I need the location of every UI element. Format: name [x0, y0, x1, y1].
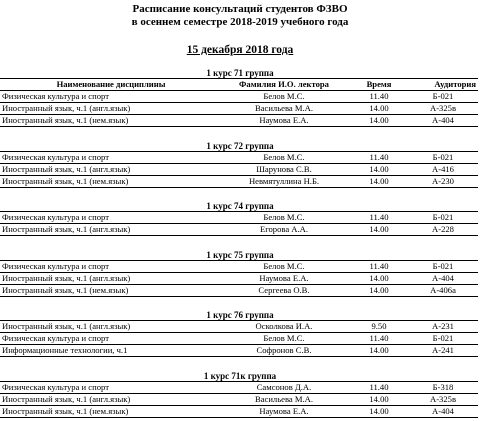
- table-row: [0, 176, 478, 188]
- lecturer-cell: Сергеева О.В.: [258, 285, 310, 295]
- room-cell: А-404: [432, 273, 454, 283]
- time-cell: 14.00: [369, 406, 389, 416]
- discipline-cell: Физическая культура и спорт: [2, 382, 109, 392]
- discipline-cell: Иностранный язык, ч.1 (англ.язык): [2, 103, 131, 113]
- room-cell: Б-021: [432, 212, 454, 222]
- room-cell: А-325в: [429, 394, 457, 404]
- discipline-cell: Иностранный язык, ч.1 (англ.язык): [2, 321, 131, 331]
- schedule-date: 15 декабря 2018 года: [186, 44, 294, 56]
- table-row: [0, 320, 478, 333]
- table-row: [0, 151, 478, 164]
- column-header-time: Время: [366, 79, 392, 89]
- table-row: [0, 91, 478, 103]
- discipline-cell: Иностранный язык, ч.1 (англ.язык): [2, 394, 131, 404]
- time-cell: 11.40: [369, 212, 389, 222]
- lecturer-cell: Наумова Е.А.: [259, 273, 309, 283]
- discipline-cell: Информационные технологии, ч.1: [2, 345, 128, 355]
- group-title: 1 курс 72 группа: [206, 141, 274, 151]
- room-cell: Б-318: [432, 382, 454, 392]
- room-cell: А-416: [432, 164, 454, 174]
- room-cell: А-241: [432, 345, 454, 355]
- table-row: [0, 224, 478, 236]
- group-title: 1 курс 74 группа: [206, 201, 274, 211]
- time-cell: 11.40: [369, 261, 389, 271]
- time-cell: 14.00: [369, 103, 389, 113]
- discipline-cell: Иностранный язык, ч.1 (англ.язык): [2, 164, 131, 174]
- lecturer-cell: Белов М.С.: [263, 333, 305, 343]
- table-header-row: [0, 78, 478, 91]
- lecturer-cell: Шарунова С.В.: [256, 164, 312, 174]
- table-row: [0, 273, 478, 285]
- column-header-room: Аудитория: [434, 79, 476, 89]
- lecturer-cell: Софронов С.В.: [256, 345, 312, 355]
- room-cell: А-231: [432, 321, 454, 331]
- table-row: [0, 406, 478, 418]
- lecturer-cell: Белов М.С.: [263, 212, 305, 222]
- time-cell: 14.00: [369, 115, 389, 125]
- lecturer-cell: Васильева М.А.: [254, 394, 314, 404]
- time-cell: 9.50: [371, 321, 387, 331]
- lecturer-cell: Осколкова И.А.: [255, 321, 313, 331]
- room-cell: А-325в: [429, 103, 457, 113]
- discipline-cell: Иностранный язык, ч.1 (нем.язык): [2, 176, 129, 186]
- time-cell: 14.00: [369, 285, 389, 295]
- table-row: [0, 285, 478, 297]
- room-cell: Б-021: [432, 261, 454, 271]
- lecturer-cell: Наумова Е.А.: [259, 406, 309, 416]
- room-cell: А-228: [432, 224, 454, 234]
- discipline-cell: Иностранный язык, ч.1 (англ.язык): [2, 273, 131, 283]
- page-subtitle: в осеннем семестре 2018-2019 учебного года: [131, 16, 349, 28]
- table-row: [0, 115, 478, 127]
- page-title: Расписание консультаций студентов ФЗВО: [132, 3, 348, 15]
- group-title: 1 курс 76 группа: [206, 310, 274, 320]
- room-cell: А-404: [432, 115, 454, 125]
- time-cell: 14.00: [369, 273, 389, 283]
- column-header-lecturer: Фамилия И.О. лектора: [239, 79, 329, 89]
- lecturer-cell: Белов М.С.: [263, 91, 305, 101]
- column-header-discipline: Наименование дисциплины: [56, 79, 166, 89]
- lecturer-cell: Васильева М.А.: [254, 103, 314, 113]
- discipline-cell: Иностранный язык, ч.1 (нем.язык): [2, 285, 129, 295]
- discipline-cell: Физическая культура и спорт: [2, 261, 109, 271]
- discipline-cell: Физическая культура и спорт: [2, 91, 109, 101]
- discipline-cell: Иностранный язык, ч.1 (нем.язык): [2, 406, 129, 416]
- lecturer-cell: Наумова Е.А.: [259, 115, 309, 125]
- room-cell: Б-021: [432, 152, 454, 162]
- lecturer-cell: Самсонов Д.А.: [256, 382, 312, 392]
- room-cell: А-230: [432, 176, 454, 186]
- group-title: 1 курс 71к группа: [203, 371, 277, 381]
- discipline-cell: Физическая культура и спорт: [2, 212, 109, 222]
- group-title: 1 курс 75 группа: [206, 250, 274, 260]
- discipline-cell: Иностранный язык, ч.1 (англ.язык): [2, 224, 131, 234]
- time-cell: 14.00: [369, 224, 389, 234]
- table-row: [0, 260, 478, 273]
- table-row: [0, 345, 478, 357]
- table-row: [0, 394, 478, 406]
- lecturer-cell: Егорова А.А.: [259, 224, 309, 234]
- table-row: [0, 103, 478, 115]
- lecturer-cell: Невмятуллина Н.Б.: [248, 176, 320, 186]
- table-row: [0, 333, 478, 345]
- time-cell: 14.00: [369, 164, 389, 174]
- room-cell: А-404: [432, 406, 454, 416]
- lecturer-cell: Белов М.С.: [263, 261, 305, 271]
- time-cell: 14.00: [369, 394, 389, 404]
- table-row: [0, 164, 478, 176]
- discipline-cell: Физическая культура и спорт: [2, 333, 109, 343]
- discipline-cell: Иностранный язык, ч.1 (нем.язык): [2, 115, 129, 125]
- time-cell: 11.40: [369, 91, 389, 101]
- room-cell: А-406а: [430, 285, 456, 295]
- time-cell: 11.40: [369, 333, 389, 343]
- time-cell: 14.00: [369, 176, 389, 186]
- time-cell: 11.40: [369, 152, 389, 162]
- time-cell: 11.40: [369, 382, 389, 392]
- table-row: [0, 381, 478, 394]
- discipline-cell: Физическая культура и спорт: [2, 152, 109, 162]
- time-cell: 14.00: [369, 345, 389, 355]
- group-title: 1 курс 71 группа: [206, 68, 274, 78]
- room-cell: Б-021: [432, 333, 454, 343]
- lecturer-cell: Белов М.С.: [263, 152, 305, 162]
- table-row: [0, 211, 478, 224]
- room-cell: Б-021: [432, 91, 454, 101]
